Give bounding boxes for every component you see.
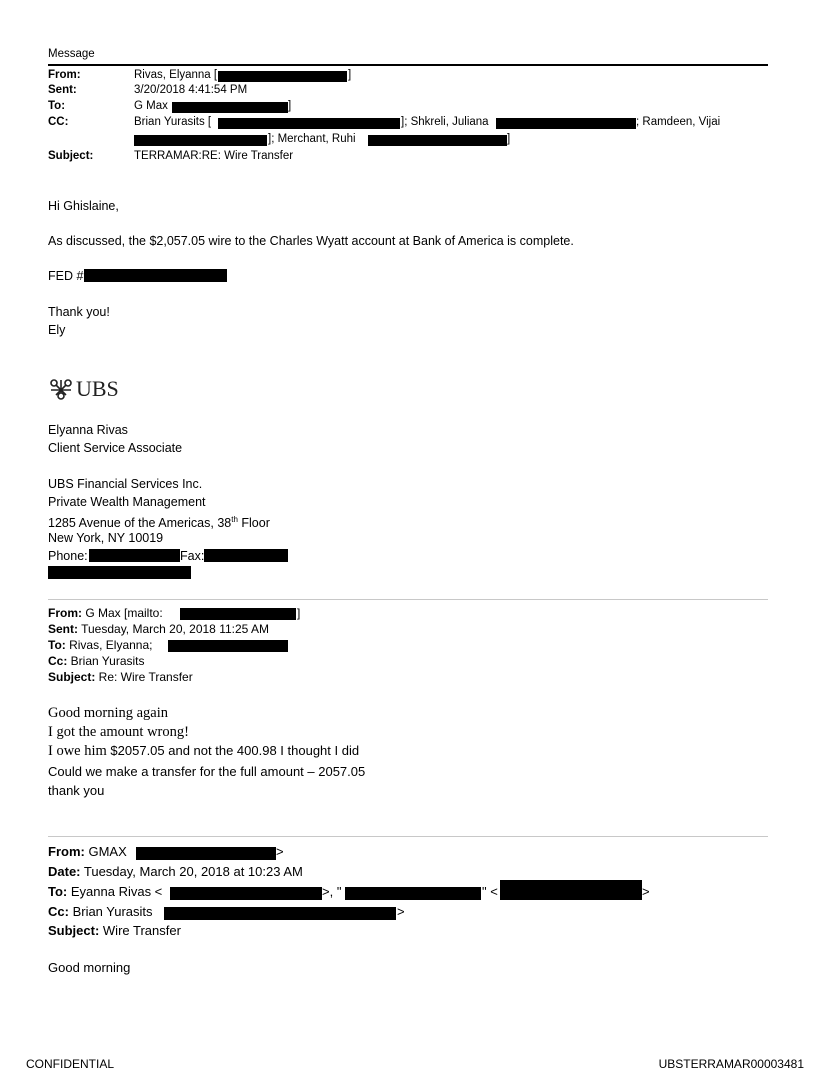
cc-part3: ; Ramdeen, Vijai [636, 116, 721, 128]
cc-part4: ]; Merchant, Ruhi [268, 133, 356, 145]
to-label: To: [48, 100, 66, 112]
footer-bates-number: UBSTERRAMAR00003481 [658, 1057, 804, 1071]
footer-confidential: CONFIDENTIAL [26, 1057, 115, 1071]
msg3-to-mid: >, " [322, 884, 342, 899]
cc-redaction-4 [368, 135, 507, 146]
msg3-from-redaction [136, 847, 276, 860]
msg3-to-redaction-2 [345, 887, 481, 900]
sig-address-2: New York, NY 10019 [48, 531, 164, 545]
sig-fax-label: Fax: [180, 549, 205, 563]
cc-redaction-3 [134, 135, 267, 146]
msg3-to-redaction-3 [500, 880, 642, 900]
msg3-to: To: Eyanna Rivas < [48, 884, 163, 899]
msg3-cc-redaction [164, 907, 396, 920]
msg2-to: To: Rivas, Elyanna; [48, 638, 153, 652]
msg2-sent: Sent: Tuesday, March 20, 2018 11:25 AM [48, 622, 270, 636]
sender-name: Ely [48, 323, 66, 337]
cc-redaction-1 [218, 118, 400, 129]
sent-value: 3/20/2018 4:41:54 PM [134, 84, 248, 96]
msg2-body-1: Good morning again [48, 705, 169, 721]
thanks: Thank you! [48, 305, 110, 319]
msg2-to-redaction [168, 640, 288, 652]
ubs-logo-text: UBS [76, 376, 119, 401]
msg2-from: From: G Max [mailto: [48, 606, 163, 620]
fax-redaction [204, 549, 288, 562]
greeting: Hi Ghislaine, [48, 199, 119, 213]
msg2-from-redaction [180, 608, 296, 620]
rule-2 [48, 599, 768, 600]
msg3-date: Date: Tuesday, March 20, 2018 at 10:23 AM [48, 864, 303, 879]
to-redaction [172, 102, 288, 113]
to-value: G Max [134, 100, 168, 112]
msg2-body-3: I owe him $2057.05 and not the 400.98 I thought I did [48, 743, 360, 759]
msg3-to-redaction-1 [170, 887, 322, 900]
from-redaction [218, 71, 347, 82]
msg2-subject: Subject: Re: Wire Transfer [48, 670, 193, 684]
ubs-logo [48, 376, 128, 402]
sent-label: Sent: [48, 84, 77, 96]
from-close: ] [348, 69, 352, 81]
msg3-from: From: GMAX [48, 844, 127, 859]
msg2-body-5: thank you [48, 783, 105, 798]
sig-phone-label: Phone: [48, 549, 88, 563]
phone-redaction [89, 549, 180, 562]
msg3-body-1: Good morning [48, 960, 131, 975]
sig-title: Client Service Associate [48, 441, 183, 455]
msg3-subject: Subject: Wire Transfer [48, 923, 181, 938]
msg3-cc: Cc: Brian Yurasits [48, 904, 153, 919]
sig-division: Private Wealth Management [48, 495, 206, 509]
sig-company: UBS Financial Services Inc. [48, 477, 203, 491]
fed-redaction [84, 269, 227, 282]
msg3-to-quote: " < [482, 884, 498, 899]
message-label: Message [48, 48, 95, 60]
cc-redaction-2 [496, 118, 636, 129]
header-rule [48, 64, 768, 66]
msg2-from-close: ] [297, 606, 301, 620]
fed-label: FED # [48, 269, 84, 283]
ubs-keys-icon [48, 377, 74, 401]
msg3-cc-close: > [397, 904, 405, 919]
to-close: ] [288, 100, 292, 112]
msg2-cc: Cc: Brian Yurasits [48, 654, 145, 668]
msg3-from-close: > [276, 844, 284, 859]
cc-part2: ]; Shkreli, Juliana [401, 116, 489, 128]
email-redaction [48, 566, 191, 579]
rule-3 [48, 836, 768, 837]
msg3-to-close: > [642, 884, 650, 899]
cc-label: CC: [48, 116, 69, 128]
cc-part5: ] [507, 133, 511, 145]
cc-part1: Brian Yurasits [ [134, 116, 212, 128]
sig-name: Elyanna Rivas [48, 423, 128, 437]
subject-value: TERRAMAR:RE: Wire Transfer [134, 150, 294, 162]
msg2-body-2: I got the amount wrong! [48, 724, 189, 740]
msg2-body-4: Could we make a transfer for the full amount – 2057.05 [48, 764, 366, 779]
sig-address-1: 1285 Avenue of the Americas, 38th Floor [48, 515, 270, 531]
from-label: From: [48, 69, 81, 81]
from-value: Rivas, Elyanna [ [134, 69, 218, 81]
subject-label: Subject: [48, 150, 94, 162]
body-line-1: As discussed, the $2,057.05 wire to the Charles Wyatt account at Bank of America is complete. [48, 234, 574, 248]
